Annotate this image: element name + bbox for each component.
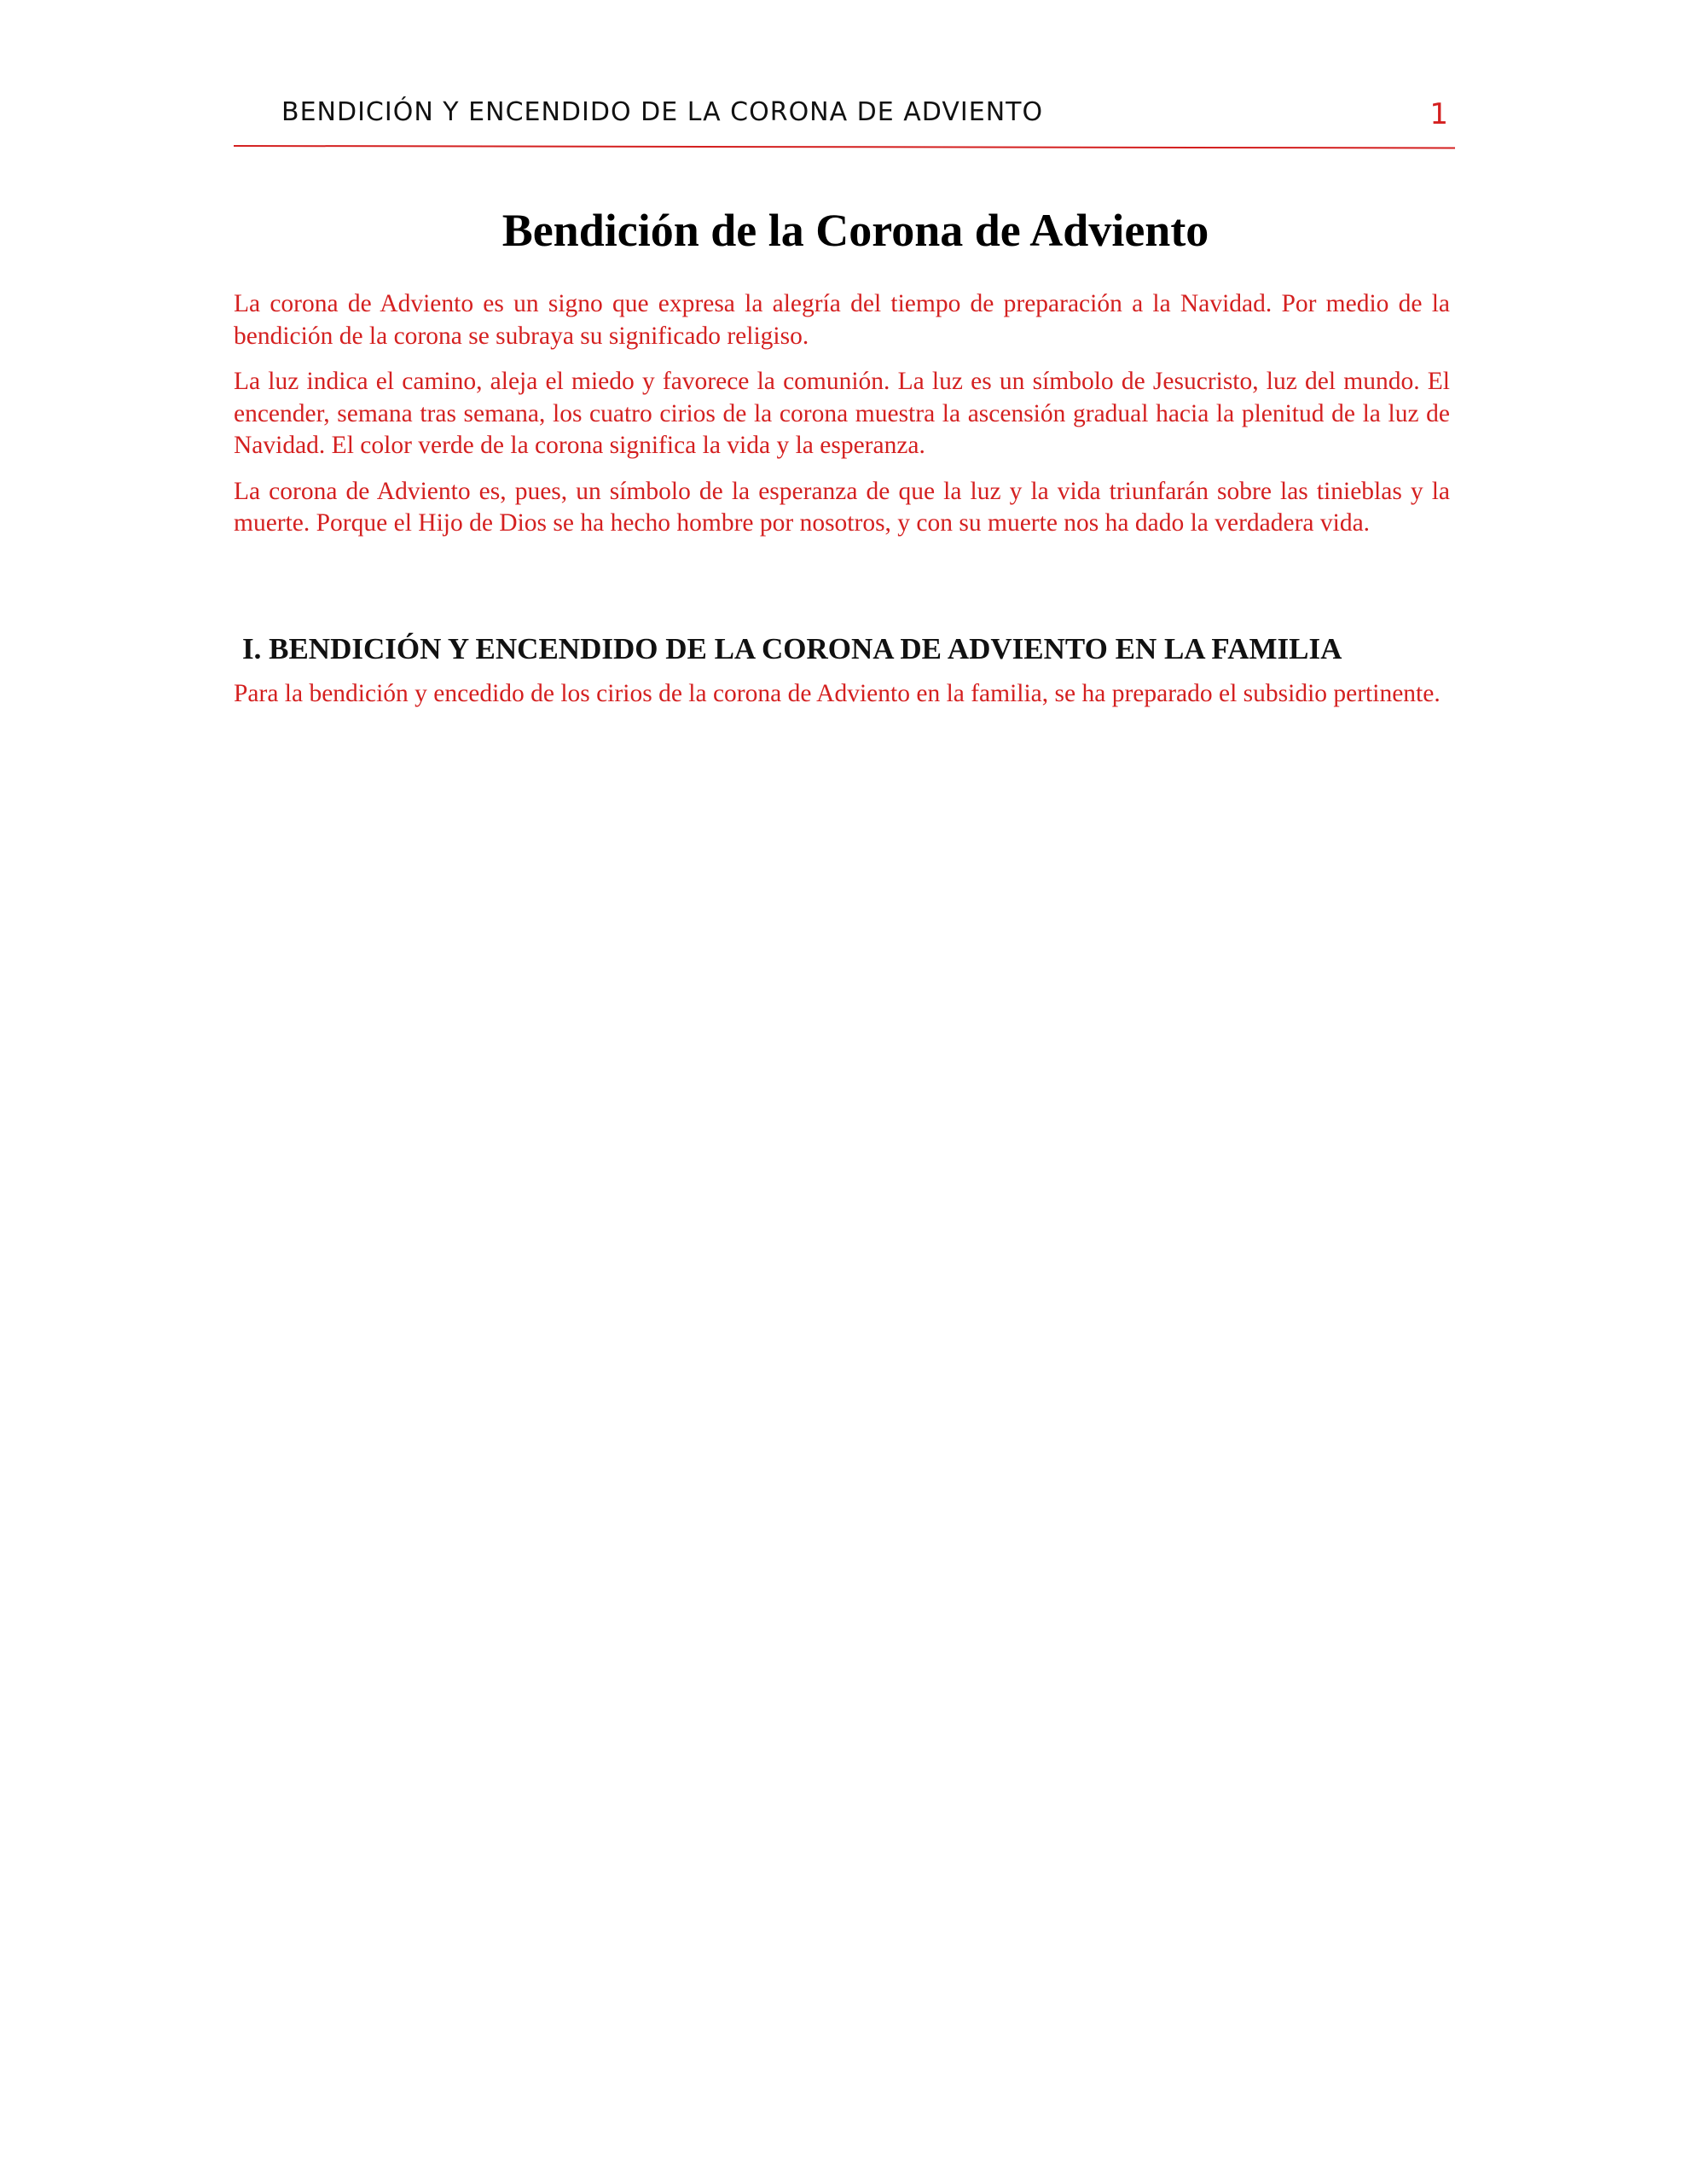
header-divider [234,145,1455,148]
document-title: Bendición de la Corona de Adviento [501,205,1209,256]
section-paragraph: Para la bendición y encedido de los cirios de la corona de Adviento en la familia, se ha preparado el subsidio pertinente. [234,679,1441,707]
running-header-title: BENDICIÓN Y ENCENDIDO DE LA CORONA DE ADVIENTO [281,97,1044,127]
running-header [234,94,1455,150]
intro-paragraph-1: La corona de Adviento es un signo que expresa la alegría del tiempo de preparación a la Navidad. Por medio de la bendición de la corona se subraya su significado religiso. [234,290,1450,350]
intro-paragraph-3: La corona de Adviento es, pues, un símbolo de la esperanza de que la luz y la vida triunfarán sobre las tinieblas y la muerte. Porque el Hijo de Dios se ha hecho hombre por nosotros, y con su muerte nos ha dado la verdadera vida. [234,477,1450,537]
intro-paragraph-2: La luz indica el camino, aleja el miedo y favorece la comunión. La luz es un símbolo de Jesucristo, luz del mundo. El encender, semana tras semana, los cuatro cirios de la corona muestra la ascensión gradual hacia la plenitud de la luz de Navidad. El color verde de la corona significa la vida y la esperanza. [234,368,1450,459]
document-page [234,94,1455,710]
section-heading: I. BENDICIÓN Y ENCENDIDO DE LA CORONA DE ADVIENTO EN LA FAMILIA [242,631,1342,665]
page-number: 1 [1429,97,1448,131]
